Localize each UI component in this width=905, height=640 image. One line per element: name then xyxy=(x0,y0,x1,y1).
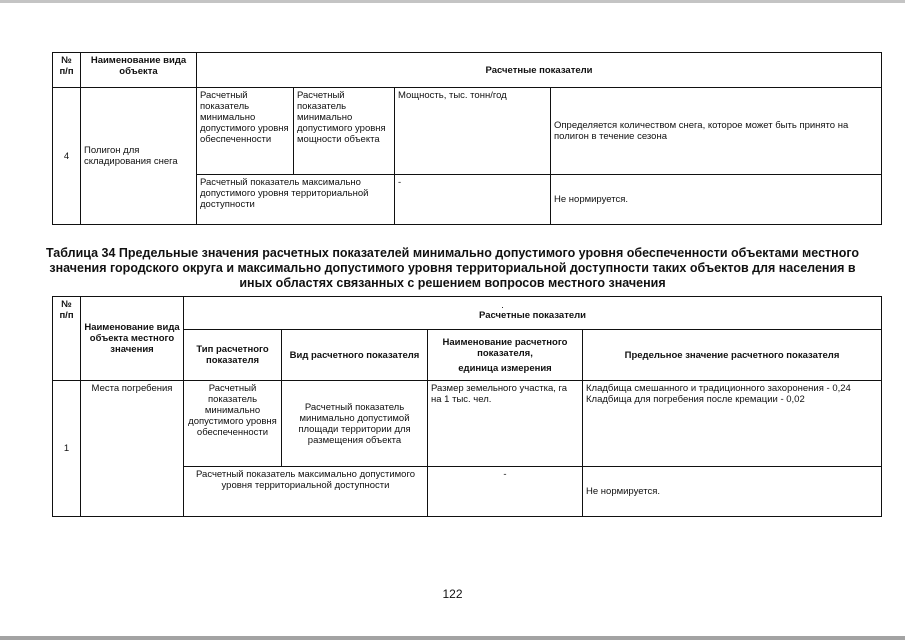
table-row xyxy=(53,88,882,175)
scan-edge-bottom xyxy=(0,636,905,640)
header-object-name: Наименование вида объекта xyxy=(81,53,197,88)
row-object-name: Места погребения xyxy=(81,381,184,517)
indicator-value: Определяется количеством снега, которое может быть принято на полигон в течение сезона xyxy=(551,88,882,175)
indicator-kind: Расчетный показатель минимально допустимого уровня мощности объекта xyxy=(294,88,395,175)
page-number: 122 xyxy=(442,587,463,601)
header-num: № п/п xyxy=(53,297,81,381)
header-object-name: Наименование вида объекта местного значения xyxy=(81,297,184,381)
table-snow-polygon xyxy=(52,52,882,225)
indicator-param: Размер земельного участка, га на 1 тыс. чел. xyxy=(428,381,583,467)
header-param-name: Наименование расчетного показателя, xyxy=(442,336,568,359)
value-line-2: Кладбища для погребения после кремации - 0,02 xyxy=(586,394,805,405)
header-num: № п/п xyxy=(53,53,81,88)
table-header-row xyxy=(53,53,882,88)
scan-edge-top xyxy=(0,0,905,3)
table-row xyxy=(53,381,882,467)
header-indicators: Расчетные показатели xyxy=(197,53,882,88)
table-header-row xyxy=(53,297,882,330)
access-value: Не нормируется. xyxy=(583,467,882,517)
row-object-name: Полигон для складирования снега xyxy=(81,88,197,225)
access-value: Не нормируется. xyxy=(551,175,882,225)
header-dot: · xyxy=(500,301,505,313)
header-indicators-label: Расчетные показатели xyxy=(479,309,587,321)
indicator-type: Расчетный показатель минимально допустимого уровня обеспеченности xyxy=(197,88,294,175)
header-indicators xyxy=(184,297,882,330)
indicator-kind: Расчетный показатель минимально допустимой площади территории для размещения объекта xyxy=(282,381,428,467)
header-kind: Вид расчетного показателя xyxy=(282,330,428,381)
table-title: Таблица 34 Предельные значения расчетных показателей минимально допустимого уровня обеспеченности объектами местного значения городского округа и максимально допустимого уровня территориальной доступности таких объектов для населения в иных областях связанных с решением вопросов местного значения xyxy=(45,246,860,290)
access-param: - xyxy=(395,175,551,225)
header-type: Тип расчетного показателя xyxy=(184,330,282,381)
access-param: - xyxy=(428,467,583,517)
header-param xyxy=(428,330,583,381)
row-num: 4 xyxy=(53,88,81,225)
indicator-param: Мощность, тыс. тонн/год xyxy=(395,88,551,175)
access-label: Расчетный показатель максимально допустимого уровня территориальной доступности xyxy=(197,175,395,225)
header-param-unit: единица измерения xyxy=(458,362,552,374)
header-limit: Предельное значение расчетного показателя xyxy=(583,330,882,381)
indicator-type: Расчетный показатель минимально допустимого уровня обеспеченности xyxy=(184,381,282,467)
row-num: 1 xyxy=(53,381,81,517)
access-label: Расчетный показатель максимально допустимого уровня территориальной доступности xyxy=(184,467,428,517)
indicator-value xyxy=(583,381,882,467)
table-burial-places xyxy=(52,296,882,517)
value-line-1: Кладбища смешанного и традиционного захоронения - 0,24 xyxy=(586,383,851,394)
